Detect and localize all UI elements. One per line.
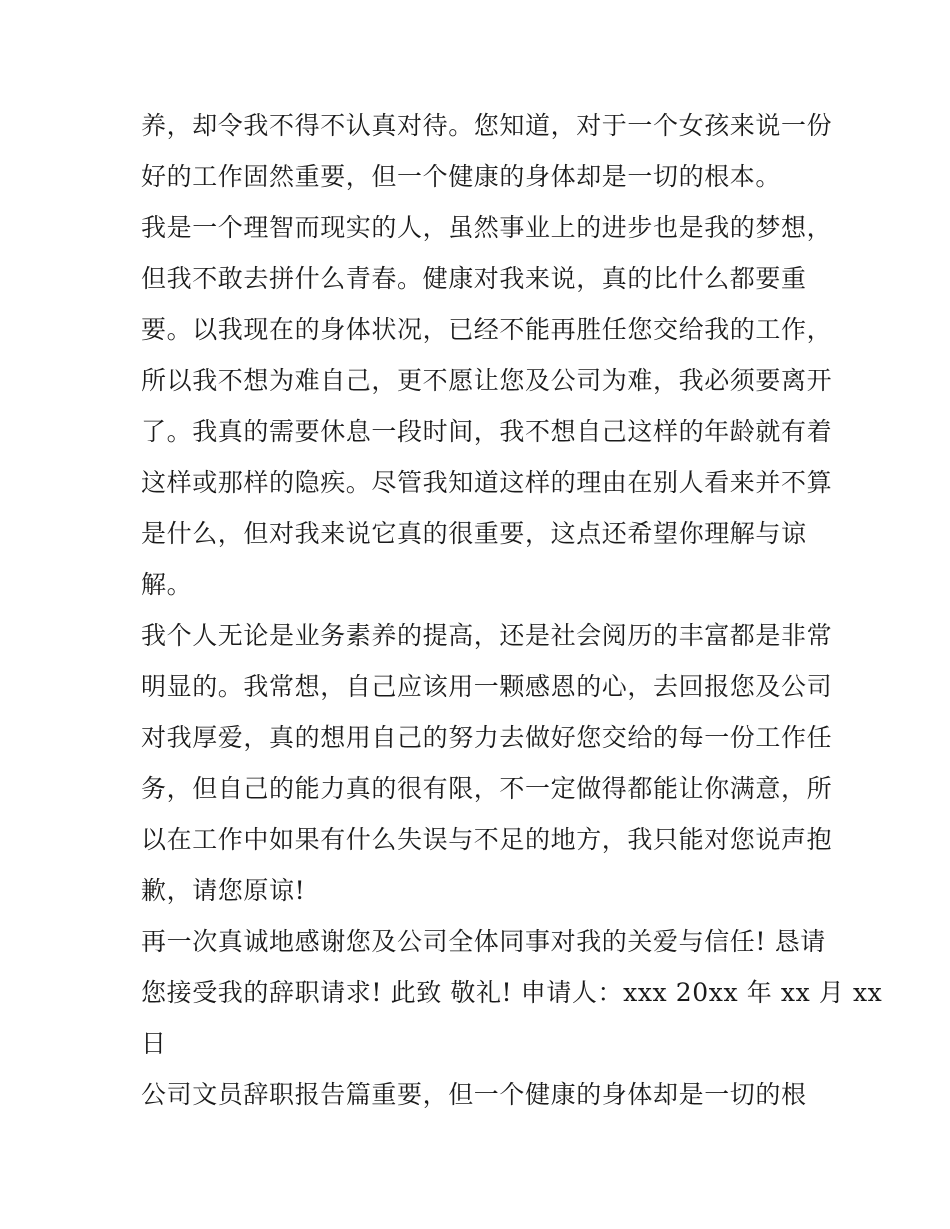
text-line: 务，但自己的能力真的很有限，不一定做得都能让你满意，所 [141,774,833,803]
text-line: 我是一个理智而现实的人，虽然事业上的进步也是我的梦想， [141,213,833,242]
text-line: 公司文员辞职报告篇重要，但一个健康的身体却是一切的根 [141,1080,807,1109]
text-line: 好的工作固然重要，但一个健康的身体却是一切的根本。 [141,162,782,191]
text-line: 养，却令我不得不认真对待。您知道，对于一个女孩来说一份 [141,111,833,140]
text-line: 我个人无论是业务素养的提高，还是社会阅历的丰富都是非常 [141,621,833,650]
text-line: 再一次真诚地感谢您及公司全体同事对我的关爱与信任! 恳请 [141,927,826,956]
text-line: 要。以我现在的身体状况，已经不能再胜任您交给我的工作， [141,315,833,344]
text-line: 所以我不想为难自己，更不愿让您及公司为难，我必须要离开 [141,366,833,395]
text-line: 您接受我的辞职请求! 此致 敬礼! 申请人：xxx 20xx 年 xx 月 xx [141,978,883,1007]
text-line: 明显的。我常想，自己应该用一颗感恩的心，去回报您及公司 [141,672,833,701]
text-line: 是什么，但对我来说它真的很重要，这点还希望你理解与谅 [141,519,807,548]
text-line: 以在工作中如果有什么失误与不足的地方，我只能对您说声抱 [141,825,833,854]
text-line: 这样或那样的隐疾。尽管我知道这样的理由在别人看来并不算 [141,468,833,497]
text-line: 解。 [141,570,193,599]
text-line: 对我厚爱，真的想用自己的努力去做好您交给的每一份工作任 [141,723,833,752]
text-line: 了。我真的需要休息一段时间，我不想自己这样的年龄就有着 [141,417,833,446]
text-line: 但我不敢去拼什么青春。健康对我来说，真的比什么都要重 [141,264,807,293]
text-line: 歉，请您原谅! [141,876,306,905]
text-line: 日 [141,1029,167,1058]
